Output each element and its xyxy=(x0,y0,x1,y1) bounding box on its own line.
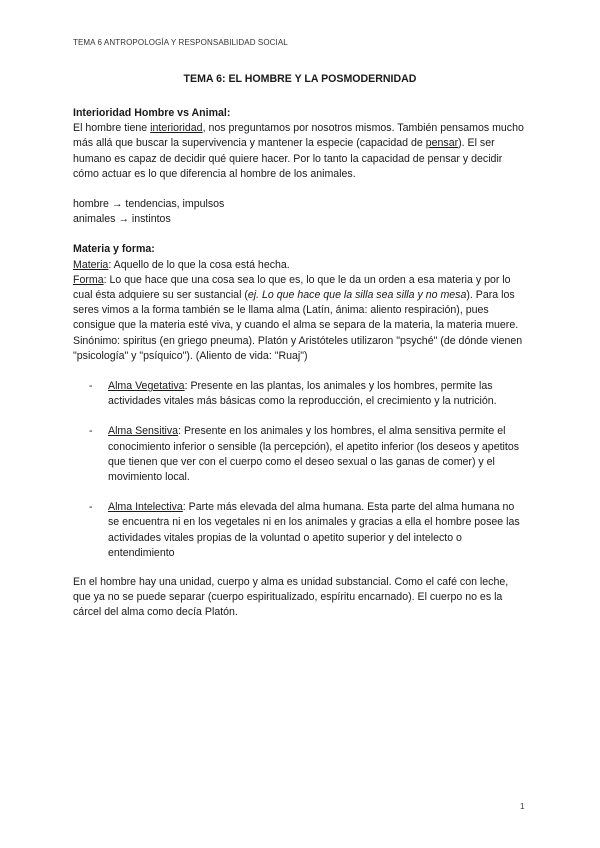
alma-types-list xyxy=(73,379,528,561)
list-item-alma-sensitiva xyxy=(73,424,528,485)
term-alma-vegetativa: Alma Vegetativa xyxy=(108,380,185,393)
text-run: ). Para los seres vimos a la forma también se le llama alma (Latín, ánima: aliento respiración), pues consigue que la materia esté viva, y cuando el alma se separa de la materia, la materia muere. Sinónimo: spiritus (en griego pneuma). Platón y Aristóteles utilizaron "psyché" (de dónde vienen "psicología" y "psíquico"). (Aliento de vida: "Ruaj") xyxy=(73,289,523,362)
text-run: : Lo que hace que una cosa sea lo que es, lo que le da un orden a esa materia y por lo cual ésta adquiere su ser sustancial ( xyxy=(73,273,511,302)
section-heading-materia-forma: Materia y forma: xyxy=(73,243,155,256)
definition-forma xyxy=(73,273,528,364)
italic-example: ej. Lo que hace que la silla sea silla y no mesa xyxy=(247,289,467,302)
underlined-term-interioridad: interioridad xyxy=(150,122,203,135)
list-item-alma-vegetativa xyxy=(73,379,528,409)
text-run: ). El ser humano es capaz de decidir qué quiere hacer. Por lo tanto la capacidad de pensar y decidir cómo actuar es lo que diferencia al hombre de los animales. xyxy=(73,137,503,180)
document-title: TEMA 6: EL HOMBRE Y LA POSMODERNIDAD xyxy=(183,73,417,85)
line-animales: animales → instintos xyxy=(73,213,171,226)
list-item-alma-intelectiva xyxy=(73,500,528,561)
text-run: El hombre tiene xyxy=(73,122,151,135)
running-header: TEMA 6 ANTROPOLOGÍA Y RESPONSABILIDAD SOCIAL xyxy=(73,38,288,47)
underlined-term-pensar: pensar xyxy=(425,137,459,150)
definition-materia xyxy=(73,258,528,273)
bullet-dash: - xyxy=(89,380,93,393)
bullet-dash: - xyxy=(89,425,93,438)
term-alma-intelectiva: Alma Intelectiva xyxy=(108,501,183,514)
text-run: : Presente en los animales y los hombres, el alma sensitiva permite el conocimiento inferior o sensible (la percepción), el apetito inferior (los deseos y apetitos que tienen que ver con el cuerpo como el deseo sexual o las ganas de comer) y el movimiento local. xyxy=(108,425,520,484)
term-forma: Forma xyxy=(73,273,104,286)
document-body xyxy=(73,106,528,621)
text-run: , nos preguntamos por nosotros mismos. También pensamos mucho más allá que buscar la supervivencia y mantener la especie (capacidad de xyxy=(73,122,524,150)
section-heading-interioridad: Interioridad Hombre vs Animal: xyxy=(73,107,231,119)
term-materia: Materia xyxy=(73,258,109,271)
paragraph-interioridad xyxy=(73,121,528,182)
text-run: : Aquello de lo que la cosa está hecha. xyxy=(108,258,290,271)
bullet-dash: - xyxy=(89,501,93,514)
text-run: : Presente en las plantas, los animales y los hombres, permite las actividades vitales más básicas como la reproducción, el crecimiento y la nutrición. xyxy=(108,380,497,408)
closing-paragraph: En el hombre hay una unidad, cuerpo y alma es unidad substancial. Como el café con leche, que ya no se puede separar (cuerpo espiritualizado, espíritu encarnado). El cuerpo no es la cárcel del alma como decía Platón. xyxy=(73,576,509,619)
text-run: : Parte más elevada del alma humana. Esta parte del alma humana no se encuentra ni en los vegetales ni en los animales y gracias a ella el hombre posee las actividades vitales propias de la voluntad o apetito superior y del intelecto o entendimiento xyxy=(108,501,520,559)
term-alma-sensitiva: Alma Sensitiva xyxy=(108,425,179,438)
page-number: 1 xyxy=(520,802,525,811)
line-hombre: hombre → tendencias, impulsos xyxy=(73,198,225,211)
